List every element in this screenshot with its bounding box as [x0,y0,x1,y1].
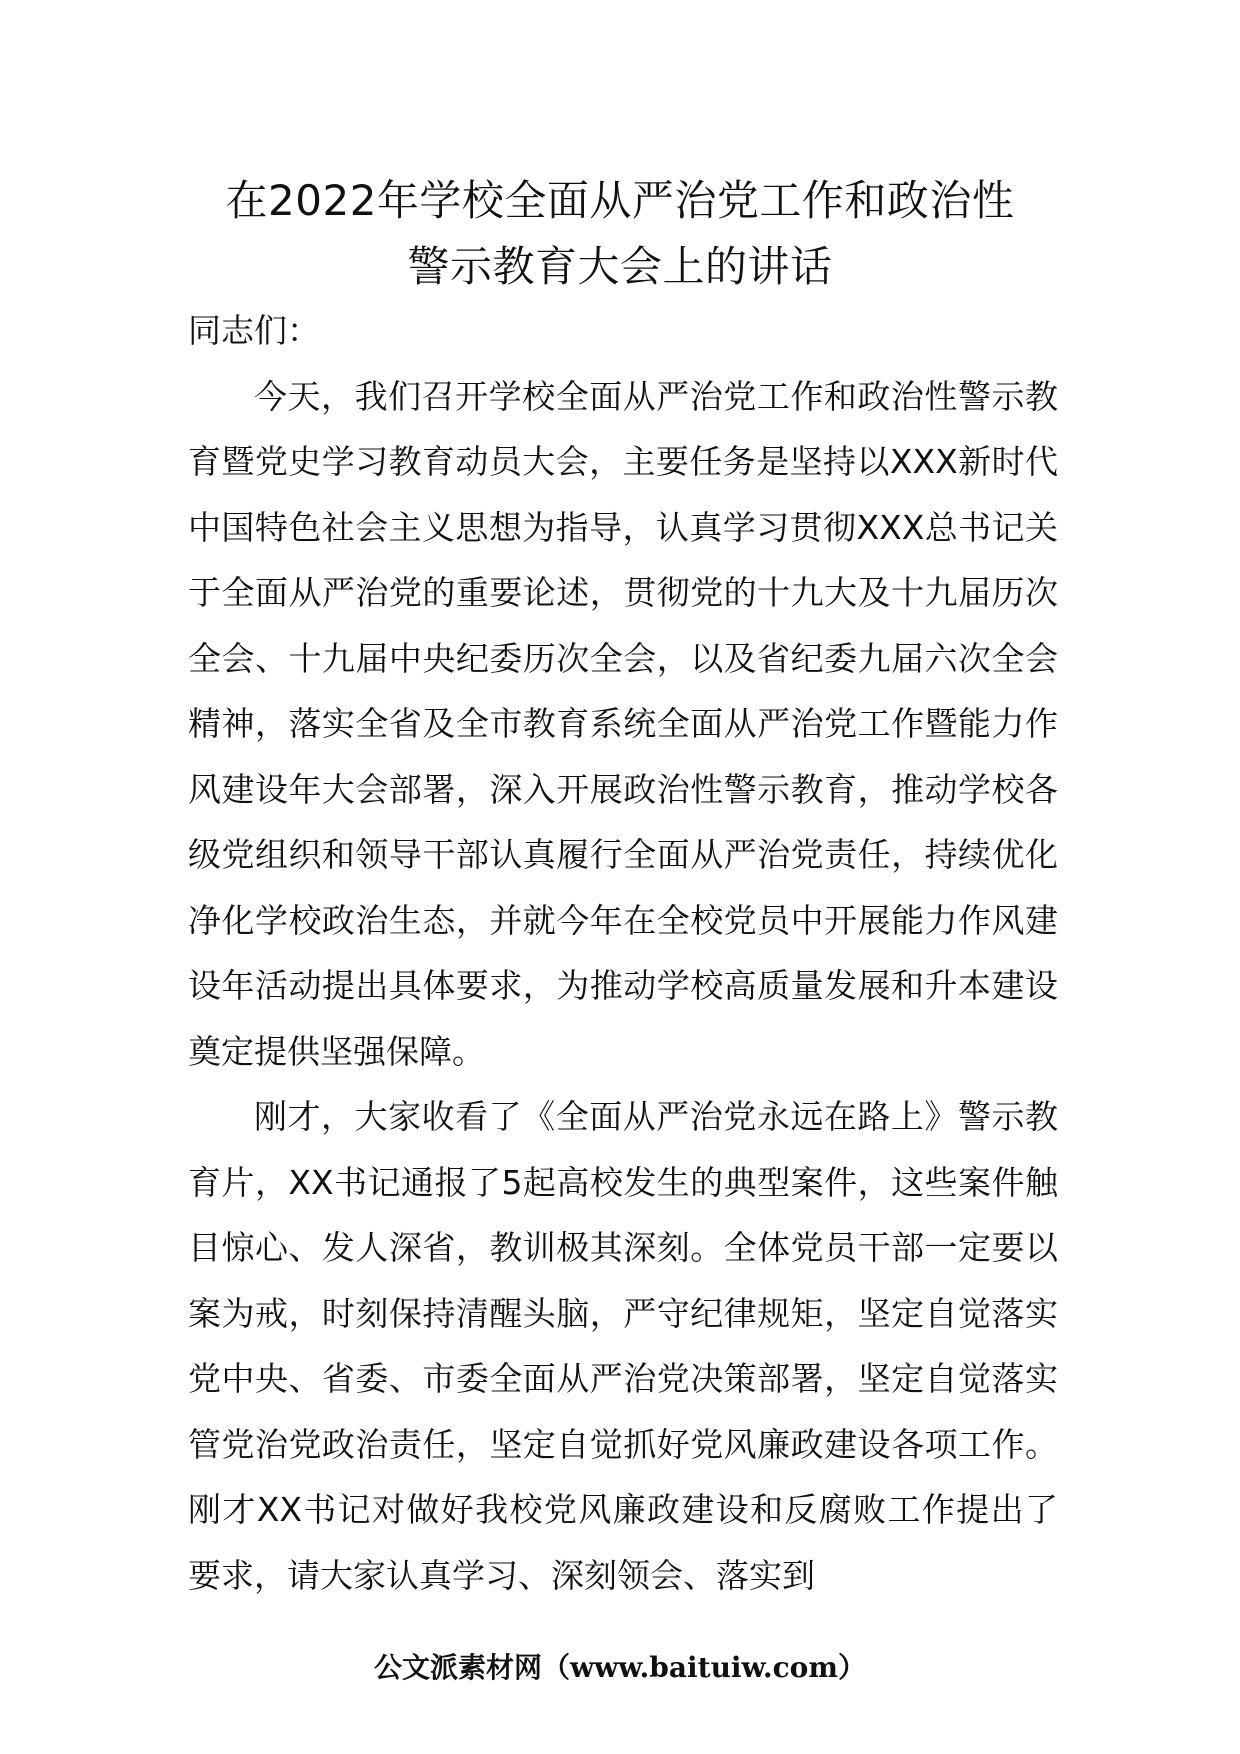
paragraph-1: 今天，我们召开学校全面从严治党工作和政治性警示教育暨党史学习教育动员大会，主要任务是坚持以XXX新时代中国特色社会主义思想为指导，认真学习贯彻XXX总书记关于全面从严治党的重要论述，贯彻党的十九大及十九届历次全会、十九届中央纪委历次全会，以及省纪委九届六次全会精神，落实全省及全市教育系统全面从严治党工作暨能力作风建设年大会部署，深入开展政治性警示教育，推动学校各级党组织和领导干部认真履行全面从严治党责任，持续优化净化学校政治生态，并就今年在全校党员中开展能力作风建设年活动提出具体要求，为推动学校高质量发展和升本建设奠定提供坚强保障。 [188,376,1058,1071]
title-line-1: 在2022年学校全面从严治党工作和政治性 [225,176,1015,225]
document-body [188,298,1058,1608]
salutation: 同志们： [188,311,320,350]
footer-watermark: 公文派素材网（www.baituiw.com） [374,1651,866,1684]
title-line-2: 警示教育大会上的讲话 [407,242,833,291]
document-title [150,168,1090,300]
paragraph-2: 刚才，大家收看了《全面从严治党永远在路上》警示教育片，XX书记通报了5起高校发生的典型案件，这些案件触目惊心、发人深省，教训极其深刻。全体党员干部一定要以案为戒，时刻保持清醒头脑，严守纪律规矩，坚定自觉落实党中央、省委、市委全面从严治党决策部署，坚定自觉落实管党治党政治责任，坚定自觉抓好党风廉政建设各项工作。刚才XX书记对做好我校党风廉政建设和反腐败工作提出了要求，请大家认真学习、深刻领会、落实到 [188,1097,1058,1595]
